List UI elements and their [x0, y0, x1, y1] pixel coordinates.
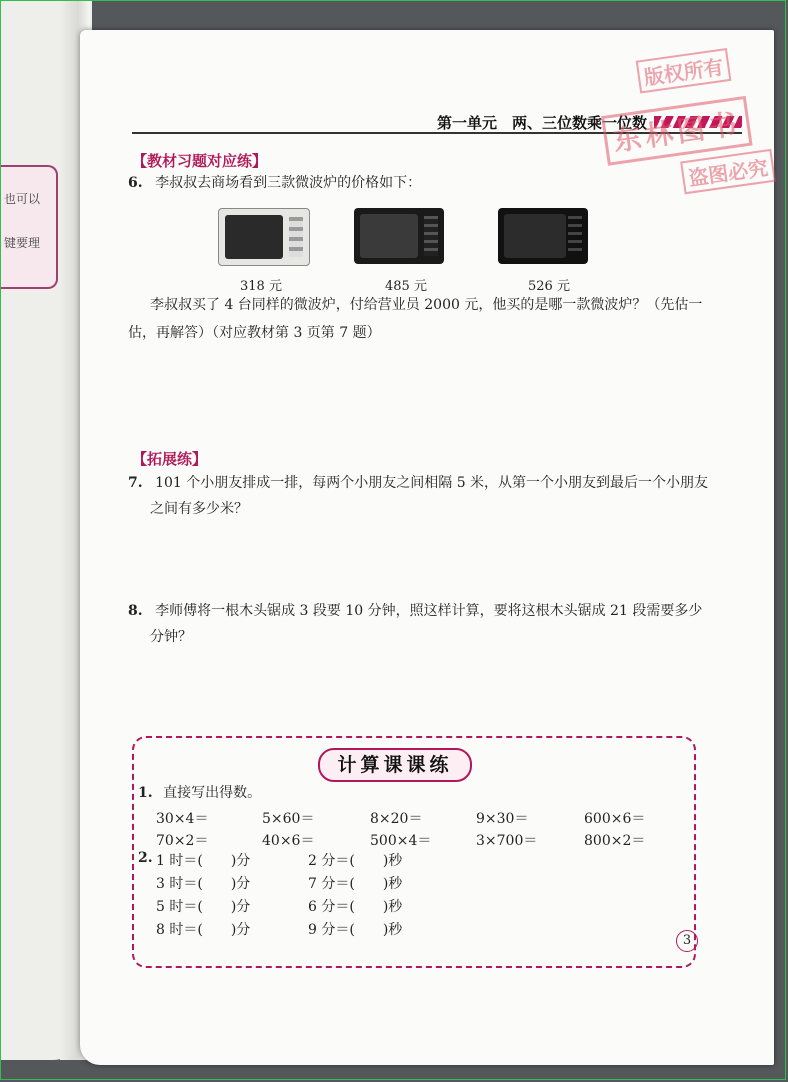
question-number: 8. [128, 603, 143, 619]
watermark-line2: 东林图书 [601, 96, 753, 166]
left-page-fragment: 也可以 [4, 192, 41, 206]
practice-text: 直接写出得数。 [163, 785, 262, 801]
arithmetic-item: 70×2＝ [156, 833, 209, 849]
left-page-note-box [0, 165, 58, 289]
question-6-body-line1: 李叔叔买了 4 台同样的微波炉，付给营业员 2000 元，他买的是哪一款微波炉？（先估一 [150, 297, 703, 313]
arithmetic-item: 3×700＝ [476, 833, 538, 849]
watermark-stamp [566, 37, 785, 213]
arithmetic-item: 800×2＝ [584, 833, 646, 849]
arithmetic-item: 30×4＝ [156, 811, 209, 827]
question-6-heading [128, 170, 421, 196]
question-text: 101 个小朋友排成一排，每两个小朋友之间相隔 5 米，从第一个小朋友到最后一个小朋友 [155, 475, 709, 491]
unit-title: 第一单元 两、三位数乘一位数 [436, 114, 647, 132]
arithmetic-item: 9×30＝ [476, 811, 529, 827]
time-conversion-item: 3 时＝( )分 [156, 876, 251, 892]
microwave-price-2: 485 元 [385, 279, 427, 294]
time-conversion-item: 7 分＝( )秒 [308, 876, 403, 892]
practice-1-heading [138, 782, 261, 802]
question-text: 李师傅将一根木头锯成 3 段要 10 分钟，照这样计算，要将这根木头锯成 21 段需要多少 [155, 603, 703, 619]
time-conversion-item: 8 时＝( )分 [156, 922, 251, 938]
time-conversion-item: 5 时＝( )分 [156, 899, 251, 915]
question-number: 7. [128, 475, 143, 491]
microwave-price-1: 318 元 [240, 279, 282, 294]
arithmetic-item: 600×6＝ [584, 811, 646, 827]
microwave-image-2 [354, 208, 444, 264]
question-7-line1 [128, 470, 708, 496]
time-conversion-item: 1 时＝( )分 [156, 853, 251, 869]
time-conversion-item: 6 分＝( )秒 [308, 899, 403, 915]
left-page-fragment: 键要理 [4, 236, 41, 250]
question-number: 6. [128, 175, 143, 191]
watermark-line1: 版权所有 [636, 48, 732, 93]
left-page [0, 0, 92, 1060]
arithmetic-item: 40×6＝ [262, 833, 315, 849]
watermark-line3: 盗图必究 [680, 149, 776, 194]
time-conversion-item: 9 分＝( )秒 [308, 922, 403, 938]
microwave-price-3: 526 元 [528, 279, 570, 294]
page-number: 3 [676, 930, 698, 952]
time-conversion-item: 2 分＝( )秒 [308, 853, 403, 869]
section-label-textbook: 【教材习题对应练】 [132, 152, 268, 170]
arithmetic-item: 5×60＝ [262, 811, 315, 827]
question-7-line2: 之间有多少米？ [150, 501, 248, 517]
practice-2-number: 2. [138, 850, 153, 866]
arithmetic-item: 8×20＝ [370, 811, 423, 827]
question-text: 李叔叔去商场看到三款微波炉的价格如下： [155, 175, 422, 191]
microwave-image-1 [218, 208, 310, 266]
question-8-line1 [128, 598, 702, 624]
calculation-practice-title: 计算课课练 [318, 748, 472, 782]
question-8-line2: 分钟？ [150, 629, 192, 645]
question-6-body-line2: 估，再解答）（对应教材第 3 页第 7 题） [128, 325, 381, 341]
workbook-page [80, 30, 774, 1065]
microwave-image-3 [498, 208, 588, 264]
arithmetic-item: 500×4＝ [370, 833, 432, 849]
practice-number: 1. [138, 785, 153, 801]
section-label-extension: 【拓展练】 [132, 450, 208, 468]
